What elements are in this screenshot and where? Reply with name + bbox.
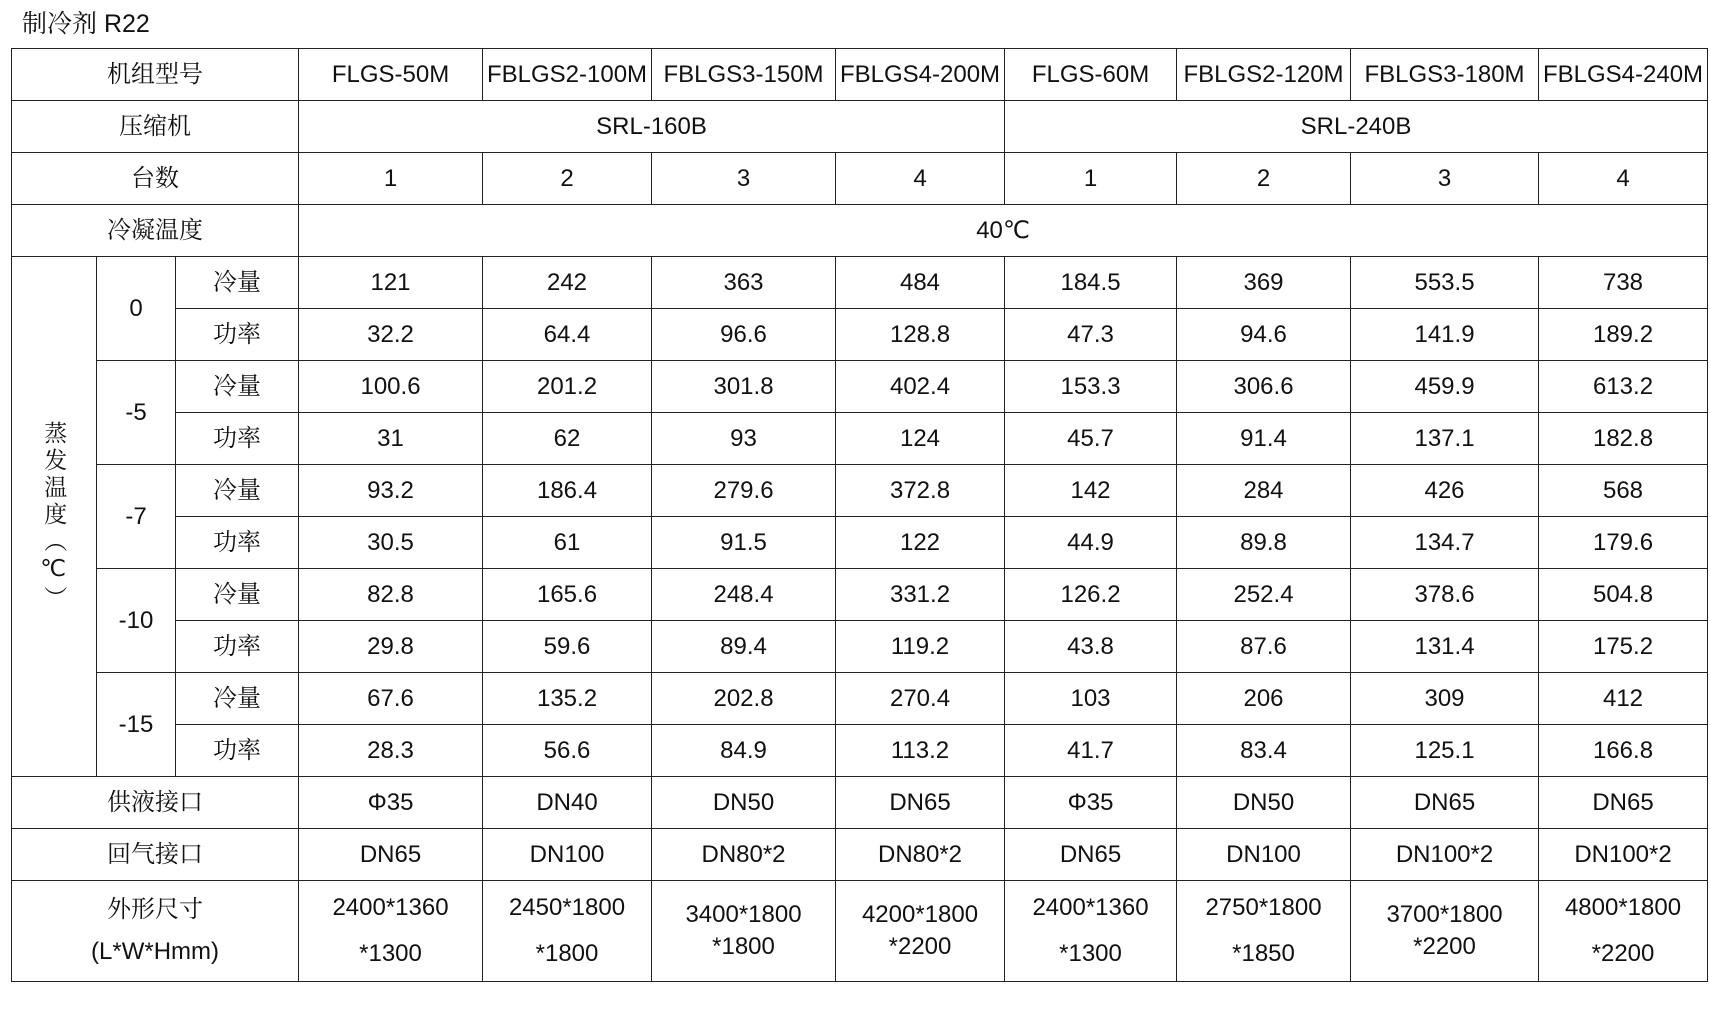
power-cell: 137.1 <box>1351 413 1539 465</box>
condense-value: 40℃ <box>299 205 1708 257</box>
power-cell: 94.6 <box>1177 309 1351 361</box>
cool-cell: 306.6 <box>1177 361 1351 413</box>
cool-cell: 402.4 <box>836 361 1005 413</box>
evap-cool-row <box>12 673 1708 725</box>
dims-line1: 3700*1800 <box>1386 901 1503 929</box>
power-cell: 91.5 <box>652 517 836 569</box>
dims-line1: 3400*1800 <box>685 901 802 929</box>
dims-line2: *2200 <box>1591 940 1655 967</box>
evap-temp: -10 <box>97 569 176 673</box>
spec-table <box>11 48 1708 982</box>
cool-cell: 202.8 <box>652 673 836 725</box>
count-cell: 2 <box>483 153 652 205</box>
dims-line2: *1850 <box>1232 940 1295 967</box>
dims-cell <box>483 881 652 982</box>
return-cell: DN100*2 <box>1539 829 1708 881</box>
model-cell: FBLGS4-240M <box>1539 49 1708 101</box>
dims-cell <box>1539 881 1708 982</box>
model-cell: FLGS-50M <box>299 49 483 101</box>
power-cell: 128.8 <box>836 309 1005 361</box>
evap-temp: -15 <box>97 673 176 777</box>
count-cell: 4 <box>1539 153 1708 205</box>
cool-cell: 279.6 <box>652 465 836 517</box>
count-cell: 3 <box>1351 153 1539 205</box>
supply-cell: DN50 <box>1177 777 1351 829</box>
power-label: 功率 <box>176 621 299 673</box>
power-cell: 175.2 <box>1539 621 1708 673</box>
cool-cell: 369 <box>1177 257 1351 309</box>
return-label: 回气接口 <box>12 829 299 881</box>
evap-section <box>12 257 1708 777</box>
power-cell: 134.7 <box>1351 517 1539 569</box>
power-cell: 131.4 <box>1351 621 1539 673</box>
dims-cell <box>299 881 483 982</box>
cool-cell: 363 <box>652 257 836 309</box>
dims-cell <box>836 881 1005 982</box>
cool-cell: 82.8 <box>299 569 483 621</box>
power-cell: 30.5 <box>299 517 483 569</box>
evap-power-row <box>12 725 1708 777</box>
evap-temp: 0 <box>97 257 176 361</box>
condense-row <box>12 205 1708 257</box>
model-cell: FBLGS4-200M <box>836 49 1005 101</box>
return-cell: DN80*2 <box>836 829 1005 881</box>
power-cell: 59.6 <box>483 621 652 673</box>
page-title: 制冷剂 R22 <box>22 10 150 38</box>
power-cell: 44.9 <box>1005 517 1177 569</box>
power-cell: 45.7 <box>1005 413 1177 465</box>
model-cell: FBLGS3-180M <box>1351 49 1539 101</box>
power-cell: 29.8 <box>299 621 483 673</box>
power-cell: 189.2 <box>1539 309 1708 361</box>
cool-cell: 165.6 <box>483 569 652 621</box>
dims-line2: *1800 <box>535 940 599 967</box>
cool-cell: 186.4 <box>483 465 652 517</box>
power-cell: 32.2 <box>299 309 483 361</box>
cool-label: 冷量 <box>176 569 299 621</box>
power-cell: 122 <box>836 517 1005 569</box>
count-row <box>12 153 1708 205</box>
power-cell: 125.1 <box>1351 725 1539 777</box>
model-cell: FBLGS2-120M <box>1177 49 1351 101</box>
return-cell: DN100*2 <box>1351 829 1539 881</box>
evap-power-row <box>12 621 1708 673</box>
dims-line2: *1300 <box>359 940 422 967</box>
count-cell: 2 <box>1177 153 1351 205</box>
evap-temp: -7 <box>97 465 176 569</box>
dims-label-line2: (L*W*Hmm) <box>91 938 219 965</box>
power-cell: 89.4 <box>652 621 836 673</box>
power-cell: 93 <box>652 413 836 465</box>
model-label: 机组型号 <box>12 49 299 101</box>
power-cell: 119.2 <box>836 621 1005 673</box>
return-cell: DN65 <box>299 829 483 881</box>
count-label: 台数 <box>12 153 299 205</box>
power-cell: 113.2 <box>836 725 1005 777</box>
cool-cell: 284 <box>1177 465 1351 517</box>
power-cell: 124 <box>836 413 1005 465</box>
cool-label: 冷量 <box>176 673 299 725</box>
power-cell: 89.8 <box>1177 517 1351 569</box>
power-cell: 41.7 <box>1005 725 1177 777</box>
dims-label <box>12 881 299 982</box>
cool-cell: 135.2 <box>483 673 652 725</box>
dims-line1: 4200*1800 <box>861 901 979 929</box>
dims-cell <box>652 881 836 982</box>
cool-cell: 372.8 <box>836 465 1005 517</box>
cool-cell: 201.2 <box>483 361 652 413</box>
cool-cell: 553.5 <box>1351 257 1539 309</box>
evap-power-row <box>12 309 1708 361</box>
evap-cool-row <box>12 361 1708 413</box>
power-label: 功率 <box>176 309 299 361</box>
power-cell: 179.6 <box>1539 517 1708 569</box>
cool-cell: 459.9 <box>1351 361 1539 413</box>
cool-cell: 412 <box>1539 673 1708 725</box>
evap-label-cell <box>12 257 97 777</box>
dims-line2: *1800 <box>712 933 775 960</box>
evap-cool-row <box>12 465 1708 517</box>
cool-cell: 248.4 <box>652 569 836 621</box>
cool-label: 冷量 <box>176 465 299 517</box>
compressor-row <box>12 101 1708 153</box>
cool-cell: 270.4 <box>836 673 1005 725</box>
evap-temp: -5 <box>97 361 176 465</box>
power-cell: 91.4 <box>1177 413 1351 465</box>
dims-line2: *2200 <box>888 933 952 960</box>
dims-line1: 2400*1360 <box>332 894 449 922</box>
cool-cell: 100.6 <box>299 361 483 413</box>
supply-cell: Φ35 <box>299 777 483 829</box>
power-cell: 56.6 <box>483 725 652 777</box>
power-label: 功率 <box>176 725 299 777</box>
compressor-label: 压缩机 <box>12 101 299 153</box>
supply-cell: DN50 <box>652 777 836 829</box>
model-row <box>12 49 1708 101</box>
cool-cell: 206 <box>1177 673 1351 725</box>
cool-cell: 184.5 <box>1005 257 1177 309</box>
power-cell: 141.9 <box>1351 309 1539 361</box>
dims-cell <box>1177 881 1351 982</box>
cool-cell: 67.6 <box>299 673 483 725</box>
compressor-cell: SRL-240B <box>1005 101 1708 153</box>
cool-cell: 613.2 <box>1539 361 1708 413</box>
return-cell: DN100 <box>483 829 652 881</box>
cool-cell: 93.2 <box>299 465 483 517</box>
dims-line1: 4800*1800 <box>1564 894 1682 922</box>
cool-cell: 504.8 <box>1539 569 1708 621</box>
cool-cell: 252.4 <box>1177 569 1351 621</box>
cool-cell: 331.2 <box>836 569 1005 621</box>
model-cell: FBLGS2-100M <box>483 49 652 101</box>
supply-cell: DN65 <box>1539 777 1708 829</box>
compressor-cell: SRL-160B <box>299 101 1005 153</box>
power-cell: 96.6 <box>652 309 836 361</box>
cool-cell: 426 <box>1351 465 1539 517</box>
power-cell: 31 <box>299 413 483 465</box>
power-cell: 84.9 <box>652 725 836 777</box>
return-cell: DN65 <box>1005 829 1177 881</box>
dims-row <box>12 881 1708 982</box>
cool-cell: 738 <box>1539 257 1708 309</box>
power-cell: 28.3 <box>299 725 483 777</box>
evap-cool-row <box>12 569 1708 621</box>
count-cell: 1 <box>299 153 483 205</box>
count-cell: 1 <box>1005 153 1177 205</box>
cool-cell: 301.8 <box>652 361 836 413</box>
supply-label: 供液接口 <box>12 777 299 829</box>
evap-power-row <box>12 413 1708 465</box>
power-label: 功率 <box>176 413 299 465</box>
power-cell: 87.6 <box>1177 621 1351 673</box>
power-label: 功率 <box>176 517 299 569</box>
power-cell: 43.8 <box>1005 621 1177 673</box>
model-cell: FLGS-60M <box>1005 49 1177 101</box>
count-cell: 3 <box>652 153 836 205</box>
dims-line2: *2200 <box>1413 933 1476 960</box>
dims-label-line1: 外形尺寸 <box>107 896 203 924</box>
power-cell: 166.8 <box>1539 725 1708 777</box>
evap-cool-row <box>12 257 1708 309</box>
cool-cell: 309 <box>1351 673 1539 725</box>
count-cell: 4 <box>836 153 1005 205</box>
supply-cell: DN65 <box>1351 777 1539 829</box>
return-cell: DN100 <box>1177 829 1351 881</box>
dims-cell <box>1351 881 1539 982</box>
cool-cell: 378.6 <box>1351 569 1539 621</box>
condense-label: 冷凝温度 <box>12 205 299 257</box>
power-cell: 47.3 <box>1005 309 1177 361</box>
cool-cell: 153.3 <box>1005 361 1177 413</box>
supply-cell: DN40 <box>483 777 652 829</box>
cool-cell: 121 <box>299 257 483 309</box>
supply-cell: Φ35 <box>1005 777 1177 829</box>
cool-cell: 568 <box>1539 465 1708 517</box>
supply-row <box>12 777 1708 829</box>
cool-cell: 126.2 <box>1005 569 1177 621</box>
model-cell: FBLGS3-150M <box>652 49 836 101</box>
dims-line1: 2450*1800 <box>508 894 626 922</box>
power-cell: 61 <box>483 517 652 569</box>
cool-label: 冷量 <box>176 361 299 413</box>
return-row <box>12 829 1708 881</box>
dims-line1: 2400*1360 <box>1032 894 1149 922</box>
power-cell: 62 <box>483 413 652 465</box>
cool-cell: 484 <box>836 257 1005 309</box>
supply-cell: DN65 <box>836 777 1005 829</box>
power-cell: 64.4 <box>483 309 652 361</box>
dims-line1: 2750*1800 <box>1205 894 1322 922</box>
dims-cell <box>1005 881 1177 982</box>
cool-cell: 103 <box>1005 673 1177 725</box>
power-cell: 182.8 <box>1539 413 1708 465</box>
cool-label: 冷量 <box>176 257 299 309</box>
evap-label: 蒸发温度（℃） <box>41 420 68 613</box>
power-cell: 83.4 <box>1177 725 1351 777</box>
cool-cell: 242 <box>483 257 652 309</box>
return-cell: DN80*2 <box>652 829 836 881</box>
cool-cell: 142 <box>1005 465 1177 517</box>
dims-line2: *1300 <box>1059 940 1122 967</box>
evap-power-row <box>12 517 1708 569</box>
